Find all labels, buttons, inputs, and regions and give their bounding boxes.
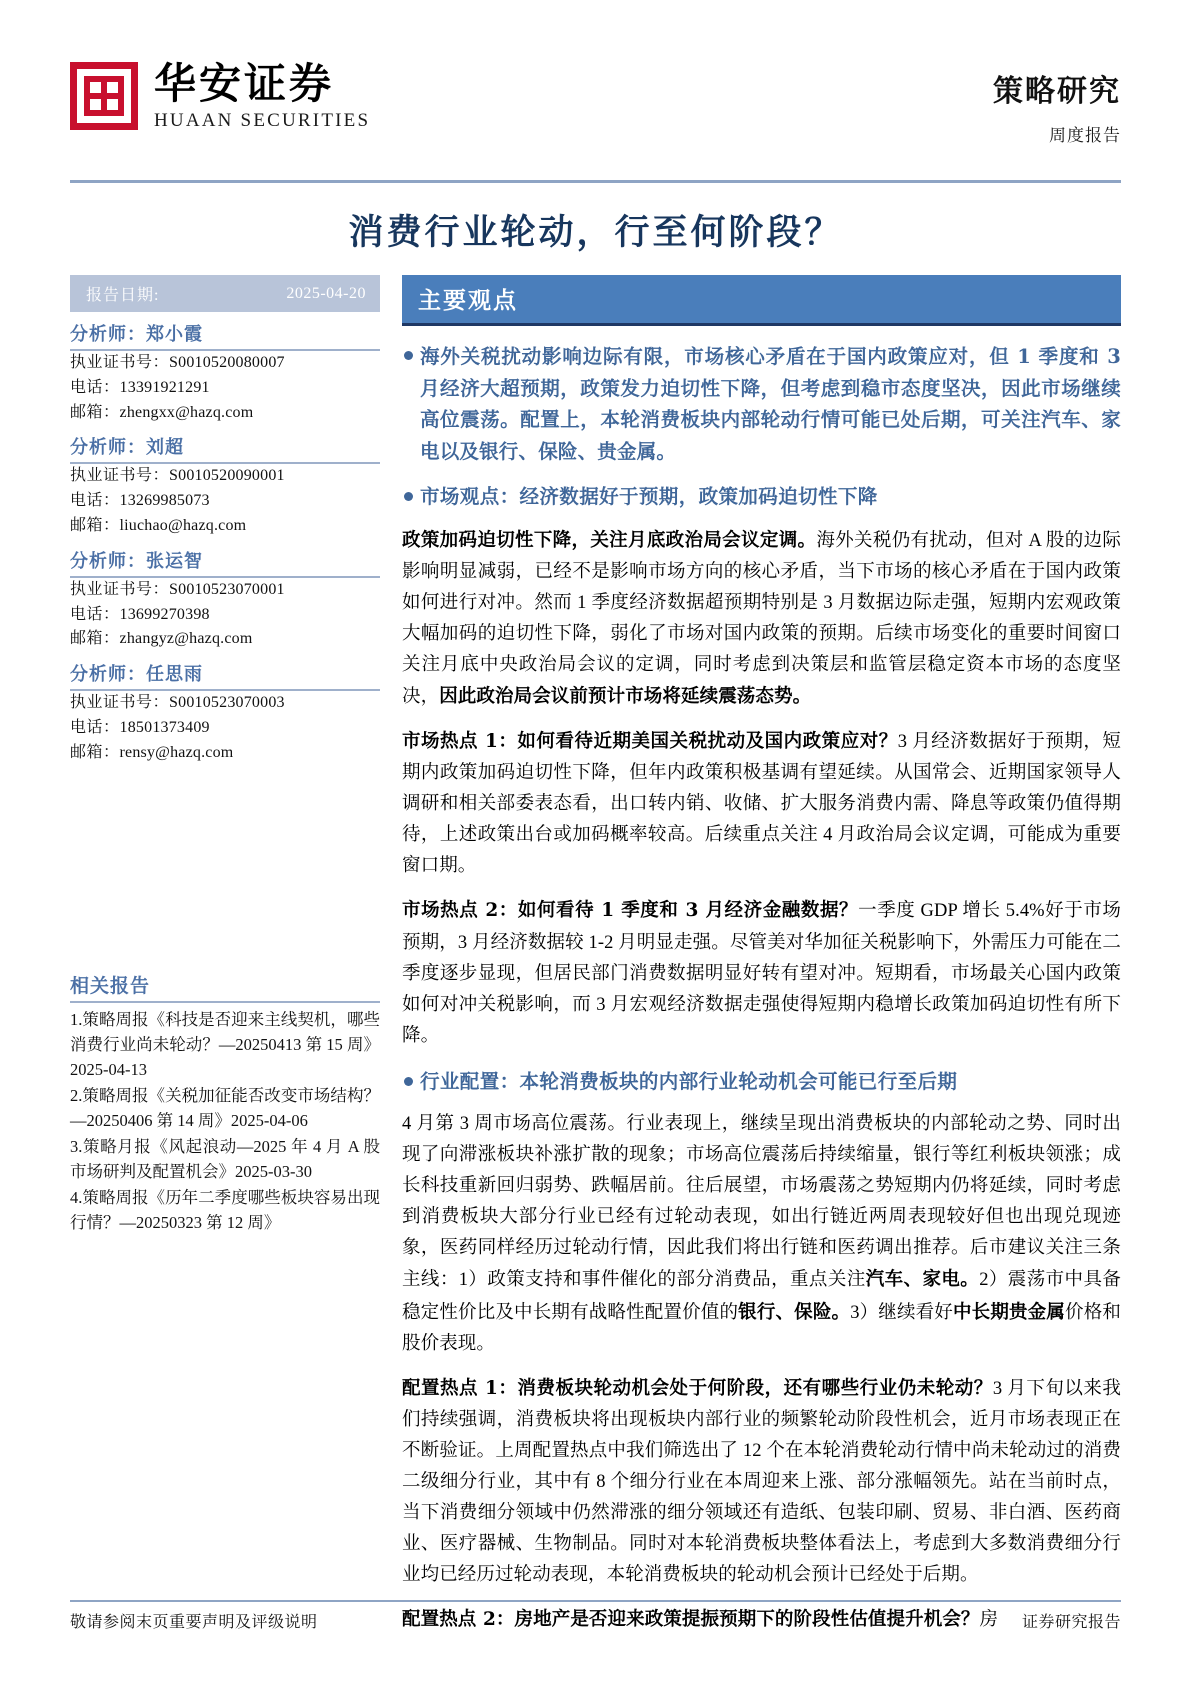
- paragraph-allocation-e: 3）继续看好: [850, 1302, 953, 1323]
- footer-label: 证券研究报告: [1021, 1614, 1121, 1631]
- page-header: [70, 0, 1121, 172]
- analyst-cert-value: S0010520080007: [169, 354, 285, 371]
- list-item[interactable]: 1.策略周报《科技是否迎来主线契机，哪些消费行业尚未轮动？—20250413 第 15 周》2025-04-13: [70, 1009, 380, 1079]
- report-date-value: 2025-04-20: [286, 284, 366, 302]
- paragraph-alloc-hotspot-1-body: 3 月下旬以来我们持续强调，消费板块将出现板块内部行业的频繁轮动阶段性机会，近月市场表现正在不断验证。上周配置热点中我们筛选出了 12 个在本轮消费轮动行情中尚未轮动过的消费二级细分行业，其中有 8 个细分行业在本周迎来上涨、部分涨幅领先。站在当前时点，当下消费细分领域中仍然滞涨的细分领域还有造纸、包装印刷、贸易、非白酒、医药商业、医疗器械、生物制品。同时对本轮消费板块整体看法上，考虑到大多数消费细分行业均已经历过轮动表现，本轮消费板块的轮动机会预计已经处于后期。: [402, 1378, 1121, 1586]
- section-header-main-points: 主要观点: [402, 275, 1121, 326]
- paragraph-alloc-hotspot-1: [402, 1373, 1121, 1592]
- subsection-market-view-heading: 市场观点：经济数据好于预期，政策加码迫切性下降: [420, 485, 878, 509]
- page-footer: [70, 1600, 1121, 1632]
- paragraph-hotspot-1-lead: 市场热点 1：如何看待近期美国关税扰动及国内政策应对？: [402, 731, 898, 753]
- analyst-email-label: 邮箱：: [70, 403, 120, 421]
- bullet-dot-icon: [404, 492, 413, 501]
- analyst-cert: [70, 464, 380, 489]
- analyst-phone-value: 13699270398: [119, 605, 210, 623]
- analyst-block: [70, 320, 380, 425]
- analyst-cert-label: 执业证书号：: [70, 354, 170, 371]
- analyst-email-value[interactable]: zhangyz@hazq.com: [119, 630, 253, 648]
- paragraph-policy-body: 海外关税仍有扰动，但对 A 股的边际影响明显减弱，已经不是影响市场方向的核心矛盾，当下市场的核心矛盾在于国内政策如何进行对冲。然而 1 季度经济数据超预期特别是 3 月数据边际走强，短期内宏观政策大幅加码的迫切性下降，弱化了市场对国内政策的预期。后续市场变化的重要时间窗口关注月底中央政治局会议的定调，同时考虑到决策层和监管层稳定资本市场的态度坚决，: [402, 530, 1121, 707]
- report-date-bar: [70, 275, 380, 312]
- research-department: 策略研究: [993, 74, 1121, 109]
- report-date-label: 报告日期:: [86, 287, 160, 304]
- analyst-email: [70, 741, 380, 766]
- analyst-email-value[interactable]: liuchao@hazq.com: [119, 516, 247, 534]
- huaan-seal-icon: [70, 62, 138, 130]
- analyst-phone-label: 电话：: [70, 605, 120, 623]
- paragraph-allocation-d: 银行、保险。: [738, 1301, 851, 1323]
- analyst-block: [70, 433, 380, 538]
- paragraph-hotspot-2-body: 一季度 GDP 增长 5.4%好于市场预期，3 月经济数据较 1-2 月明显走强。尽管美对华加征关税影响下，外需压力可能在二季度逐步显现，但居民部门消费数据明显好转有望对冲。短期看，市场最关心国内政策如何对冲关税影响，而 3 月宏观经济数据走强使得短期内稳增长政策加码迫切性有所下降。: [402, 901, 1122, 1046]
- subsection-market-view: [402, 482, 1121, 511]
- footer-divider: [70, 1600, 1121, 1602]
- analyst-name: 分析师：刘超: [70, 433, 380, 464]
- analyst-cert-label: 执业证书号：: [70, 694, 170, 712]
- analyst-phone-value: 18501373409: [119, 718, 210, 736]
- related-reports-title: 相关报告: [70, 971, 380, 1003]
- paragraph-policy: [402, 525, 1121, 713]
- analyst-phone: [70, 489, 380, 514]
- bullet-dot-icon: [404, 1077, 413, 1086]
- brand-name-en: HUAAN SECURITIES: [154, 109, 371, 131]
- analyst-email: [70, 401, 380, 426]
- list-item[interactable]: 4.策略周报《历年二季度哪些板块容易出现行情？—20250323 第 12 周》: [70, 1188, 380, 1233]
- seal-crossbar: [90, 93, 118, 99]
- bullet-dot-icon: [404, 351, 413, 360]
- analyst-cert: [70, 351, 380, 376]
- paragraph-policy-lead: 政策加码迫切性下降，关注月底政治局会议定调。: [402, 529, 817, 551]
- paragraph-allocation: [402, 1109, 1121, 1360]
- subsection-industry-allocation-heading: 行业配置：本轮消费板块的内部行业轮动机会可能已行至后期: [420, 1069, 958, 1093]
- analyst-email: [70, 627, 380, 652]
- brand-text: [154, 58, 371, 131]
- paragraph-allocation-b: 汽车、家电。: [865, 1269, 980, 1291]
- sidebar-spacer: [70, 766, 380, 971]
- header-meta: [993, 62, 1121, 146]
- related-reports-list: [70, 1007, 380, 1236]
- analyst-name: 分析师：任思雨: [70, 660, 380, 691]
- analyst-cert-value: S0010523070003: [169, 694, 285, 712]
- footer-disclaimer: 敬请参阅末页重要声明及评级说明: [70, 1614, 318, 1631]
- analyst-phone-value: 13391921291: [119, 378, 210, 396]
- analyst-phone: [70, 376, 380, 401]
- analyst-block: [70, 660, 380, 765]
- analyst-email-label: 邮箱：: [70, 630, 120, 648]
- brand-logo: [70, 58, 371, 131]
- analyst-cert-label: 执业证书号：: [70, 467, 170, 485]
- paragraph-alloc-hotspot-1-lead: 配置热点 1：消费板块轮动机会处于何阶段，还有哪些行业仍未轮动？: [402, 1377, 993, 1399]
- paragraph-alloc-hotspot-2-lead: 配置热点 2：房地产是否迎来政策提振预期下的阶段性估值提升机会？: [402, 1609, 980, 1631]
- footer-row: [70, 1609, 1121, 1632]
- list-item[interactable]: 3.策略月报《风起浪动—2025 年 4 月 A 股市场研判及配置机会》2025-03-30: [70, 1136, 380, 1182]
- analyst-name: 分析师：郑小霞: [70, 320, 380, 351]
- subsection-industry-allocation: [402, 1067, 1121, 1096]
- analyst-cert-value: S0010523070001: [169, 580, 285, 598]
- paragraph-allocation-c: 2）震荡市中具备稳定性价比及中长期有战略性配置价值的: [402, 1270, 1121, 1323]
- analyst-block: [70, 547, 380, 652]
- paragraph-alloc-hotspot-2-body: 房: [979, 1610, 999, 1631]
- paragraph-hotspot-2-lead: 市场热点 2：如何看待 1 季度和 3 月经济金融数据？: [402, 900, 859, 922]
- page-title: 消费行业轮动，行至何阶段？: [348, 212, 843, 253]
- paragraph-allocation-a: 4 月第 3 周市场高位震荡。行业表现上，继续呈现出消费板块的内部轮动之势、同时出现了向滞涨板块补涨扩散的现象；市场高位震荡后持续缩量，银行等红利板块领涨；成长科技重新回归弱势、跌幅居前。往后展望，市场震荡之势短期内仍将延续，同时考虑到消费板块大部分行业已经有过轮动表现，如出行链近两周表现较好但也出现兑现迹象，医药同样经历过轮动行情，因此我们将出行链和医药调出推荐。后市建议关注三条主线：1）政策支持和事件催化的部分消费品，重点关注: [402, 1114, 1121, 1291]
- body-grid: [70, 275, 1121, 1636]
- analyst-cert-value: S0010520090001: [169, 467, 285, 485]
- analyst-phone: [70, 603, 380, 628]
- analyst-phone-label: 电话：: [70, 718, 120, 736]
- analyst-email-label: 邮箱：: [70, 516, 120, 534]
- report-type: 周度报告: [1049, 126, 1121, 145]
- brand-name-cn: 华安证券: [154, 58, 335, 108]
- analyst-cert: [70, 578, 380, 603]
- analyst-name: 分析师：张运智: [70, 547, 380, 578]
- sidebar: [70, 275, 380, 1636]
- list-item[interactable]: 2.策略周报《关税加征能否改变市场结构？—20250406 第 14 周》2025-04-06: [70, 1085, 380, 1130]
- analyst-email-label: 邮箱：: [70, 743, 120, 761]
- analyst-phone-label: 电话：: [70, 378, 120, 396]
- paragraph-allocation-g: 价格和股价表现。: [402, 1302, 1121, 1354]
- summary-bullet-text: 海外关税扰动影响边际有限，市场核心矛盾在于国内政策应对，但 1 季度和 3 月经济大超预期，政策发力迫切性下降，但考虑到稳市态度坚决，因此市场继续高位震荡。配置上，本轮消费板块内部轮动行情可能已处后期，可关注汽车、家电以及银行、保险、贵金属。: [420, 345, 1121, 463]
- main-content: [402, 275, 1121, 1636]
- analyst-email-value[interactable]: zhengxx@hazq.com: [119, 403, 254, 421]
- analyst-cert: [70, 691, 380, 716]
- analyst-phone-label: 电话：: [70, 492, 120, 510]
- analyst-email: [70, 514, 380, 539]
- analyst-cert-label: 执业证书号：: [70, 580, 170, 598]
- analyst-phone: [70, 716, 380, 741]
- paragraph-allocation-f: 中长期贵金属: [952, 1301, 1066, 1323]
- analyst-phone-value: 13269985073: [119, 492, 210, 510]
- paragraph-hotspot-1: [402, 726, 1121, 882]
- summary-bullet: [402, 341, 1121, 467]
- paragraph-hotspot-1-body: 3 月经济数据好于预期，短期内政策加码迫切性下降，但年内政策积极基调有望延续。从国常会、近期国家领导人调研和相关部委表态看，出口转内销、收储、扩大服务消费内需、降息等政策仍值得期待，上述政策出台或加码概率较高。后续重点关注 4 月政治局会议定调，可能成为重要窗口期。: [402, 732, 1121, 877]
- paragraph-policy-tail: 因此政治局会议前预计市场将延续震荡态势。: [439, 685, 812, 707]
- paragraph-hotspot-2: [402, 895, 1121, 1051]
- analyst-email-value[interactable]: rensy@hazq.com: [119, 743, 234, 761]
